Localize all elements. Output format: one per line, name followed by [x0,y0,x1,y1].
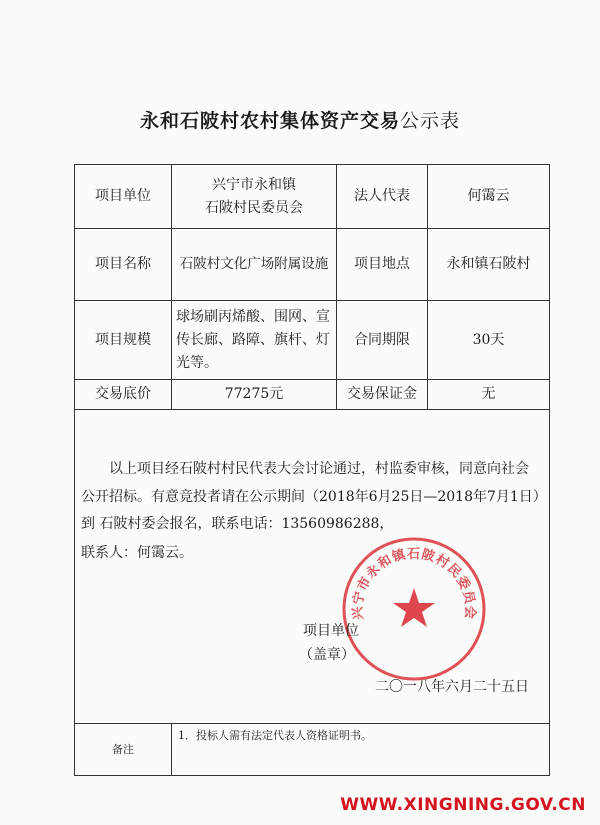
notice-contact: 联系人：何霭云。 [81,545,193,561]
signature-unit: 项目单位 [303,623,359,639]
title-main: 永和石陂村农村集体资产交易 [139,110,400,132]
label-legal-rep: 法人代表 [337,165,428,229]
value-project-name: 石陂村文化广场附属设施 [172,229,337,301]
site-url-watermark: WWW.XINGNING.GOV.CN [340,795,586,815]
signature-seal: （盖章） [299,647,355,663]
seal-text: 兴宁市永和镇石陂村民委员会 [350,546,478,621]
value-line: 兴宁市永和镇 [212,176,296,193]
value-deposit: 无 [428,380,550,410]
value-project-scale: 球场刷丙烯酸、围网、宣传长廊、路障、旗杆、灯光等。 [172,301,337,380]
label-base-price: 交易底价 [75,380,172,410]
label-contract-period: 合同期限 [337,301,428,380]
value-base-price: 77275元 [172,380,337,410]
table-row [75,301,550,380]
info-table [74,164,550,776]
value-line: 石陂村民委员会 [205,199,303,216]
table-row [75,410,550,724]
value-project-unit [172,165,337,229]
table-row [75,380,550,410]
title-suffix: 公示表 [400,110,461,132]
label-project-scale: 项目规模 [75,301,172,380]
value-legal-rep: 何霭云 [428,165,550,229]
remarks-text: 1．投标人需有法定代表人资格证明书。 [172,724,550,776]
value-project-location: 永和镇石陂村 [428,229,550,301]
notice-paragraph: 以上项目经石陂村村民代表大会讨论通过，村监委审核，同意向社会公开招标。有意竞投者请在公示期间（2018年6月25日—2018年7月1日）到 石陂村委会报名，联系电话：13560986288， [81,461,540,532]
signature-date: 二〇一八年六月二十五日 [375,679,529,695]
label-project-name: 项目名称 [75,229,172,301]
label-deposit: 交易保证金 [337,380,428,410]
remarks-label: 备注 [75,724,172,776]
document-title [0,106,600,133]
table-row [75,229,550,301]
label-project-unit: 项目单位 [75,165,172,229]
label-project-location: 项目地点 [337,229,428,301]
value-contract-period: 30天 [428,301,550,380]
table-row [75,724,550,776]
notice-cell [75,410,550,724]
official-seal-icon [339,534,489,684]
table-row [75,165,550,229]
